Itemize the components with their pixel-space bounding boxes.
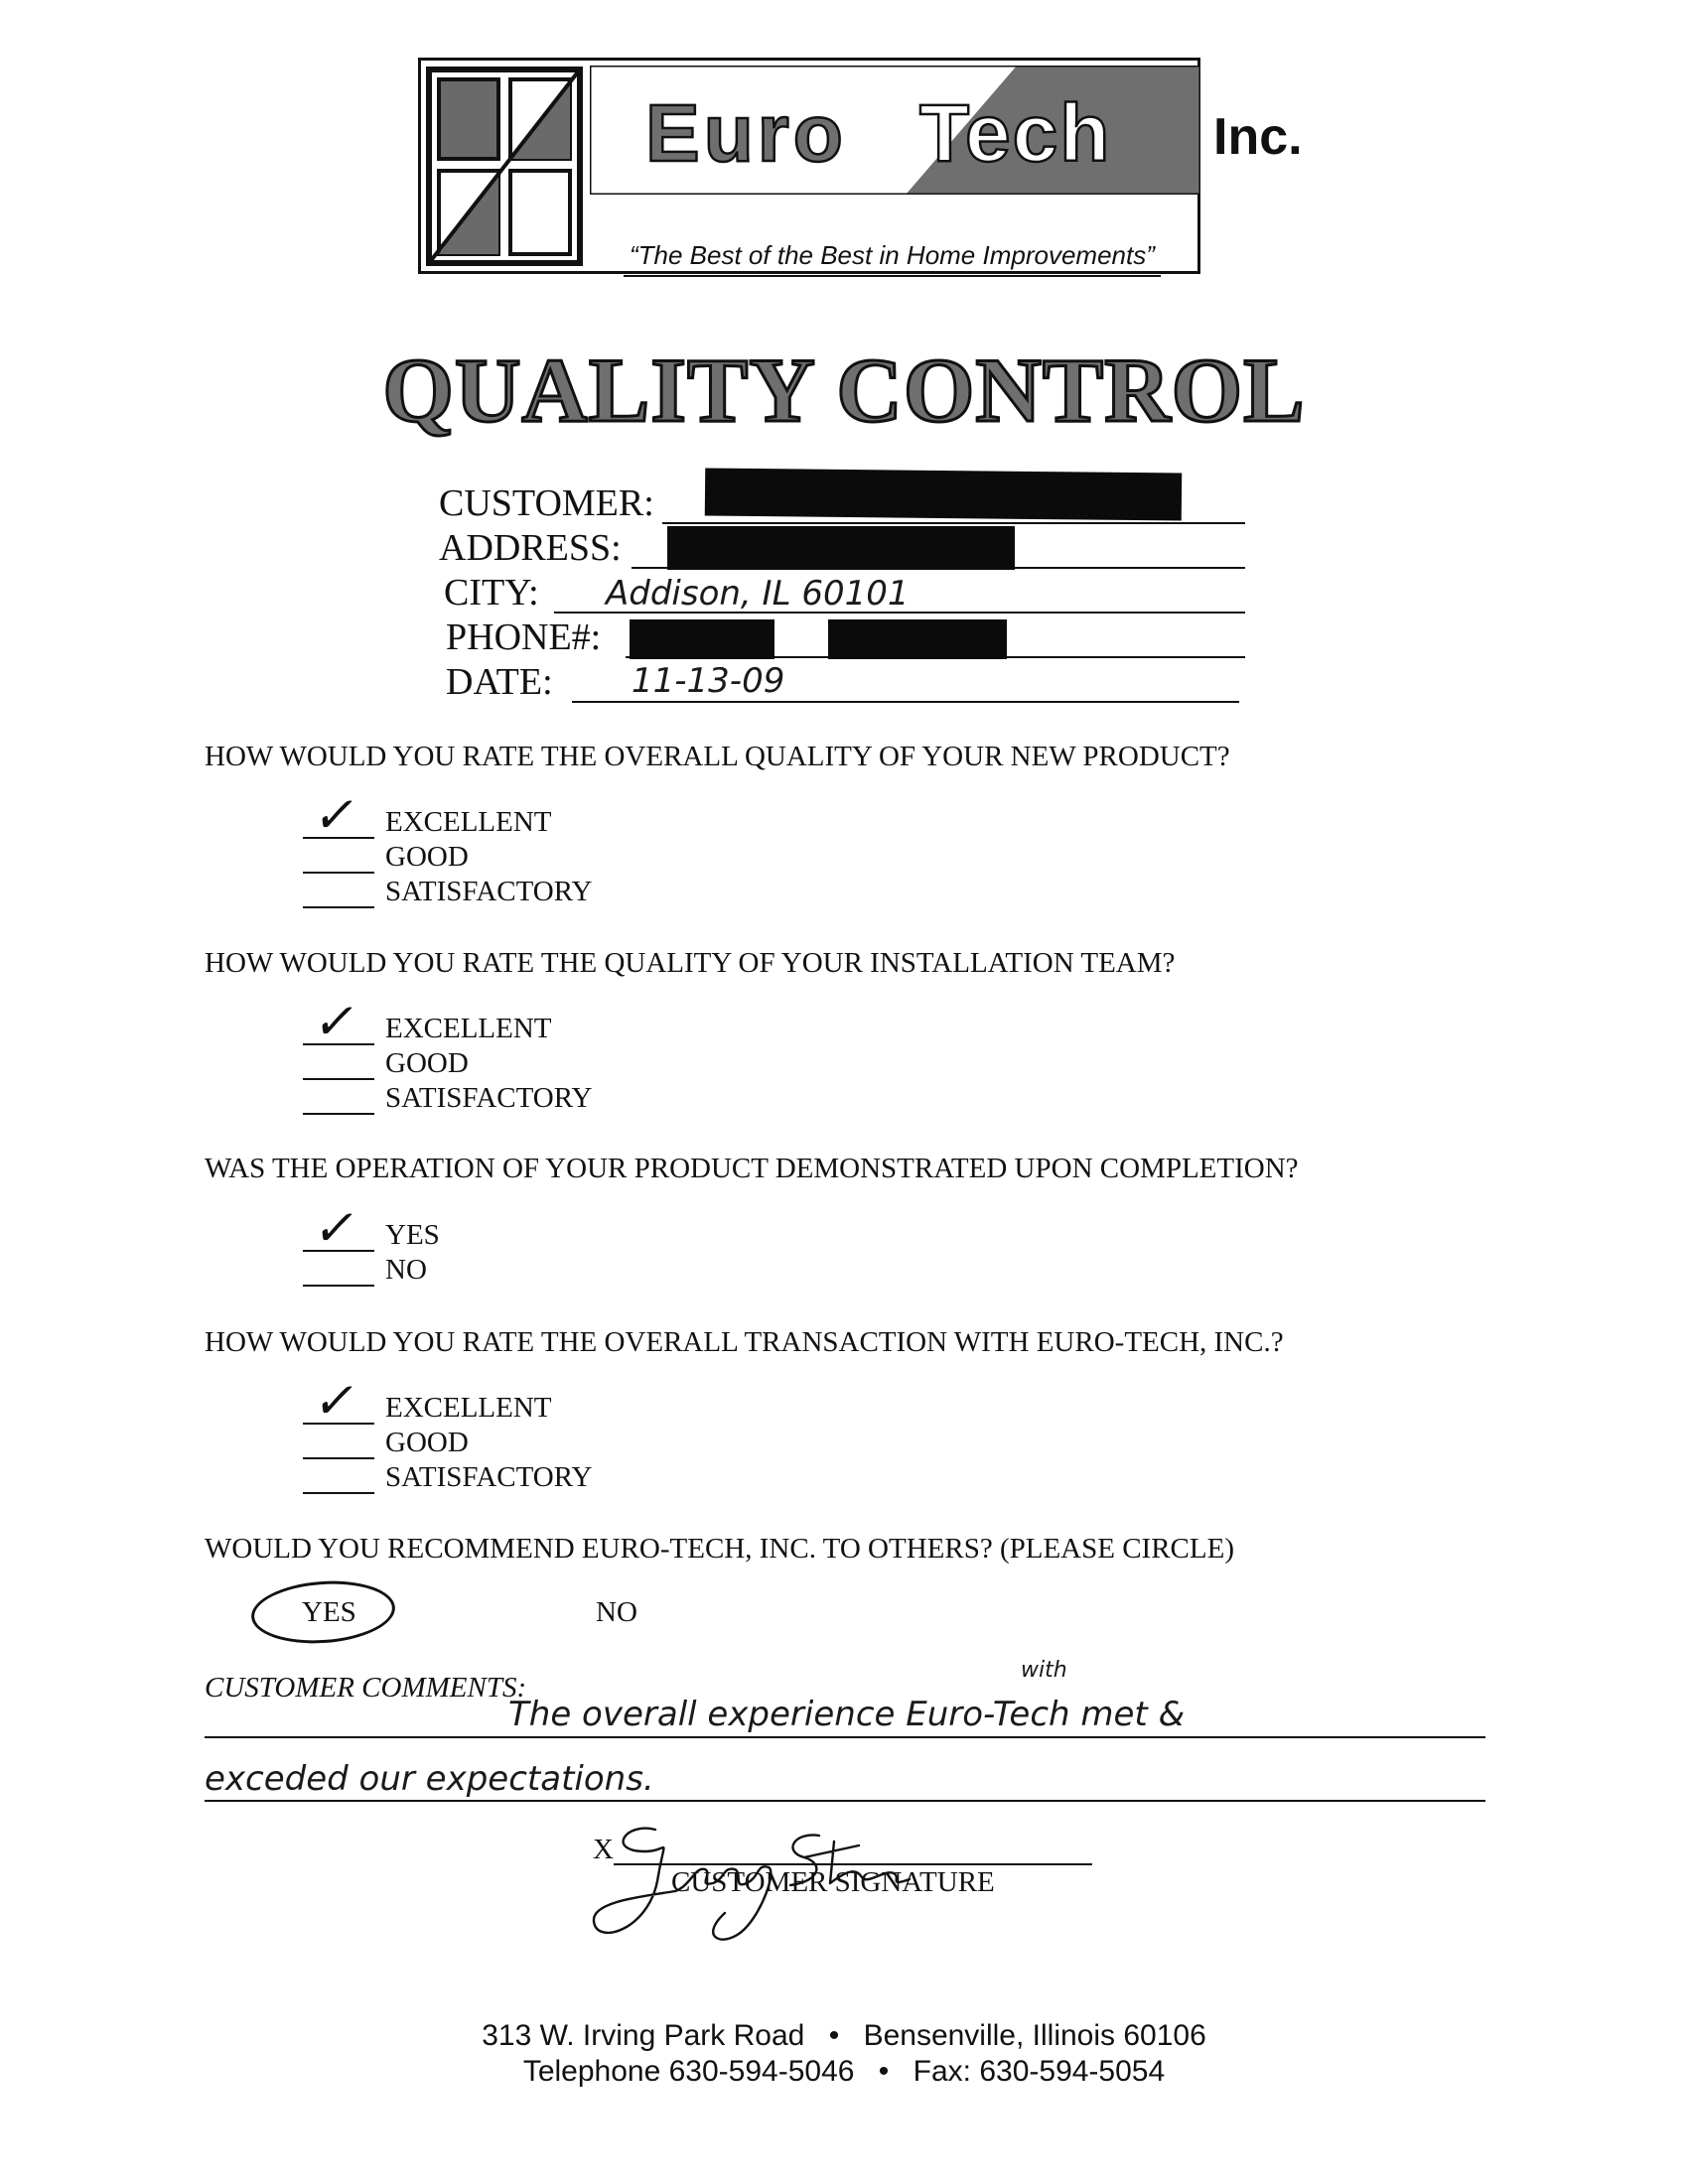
page-title: QUALITY CONTROL xyxy=(382,340,1306,441)
option-yes: YES xyxy=(385,1219,440,1251)
question-recommend: WOULD YOU RECOMMEND EURO-TECH, INC. TO OTHERS? (PLEASE CIRCLE) xyxy=(205,1533,1234,1565)
footer-contact-row xyxy=(0,2055,1688,2089)
option-no: NO xyxy=(385,1254,427,1286)
customer-redaction xyxy=(705,468,1182,520)
phone-redaction-1 xyxy=(630,619,774,659)
option-satisfactory: SATISFACTORY xyxy=(385,1461,593,1493)
question-installation-team: HOW WOULD YOU RATE THE QUALITY OF YOUR INSTALLATION TEAM? xyxy=(205,947,1176,979)
footer-bullet: • xyxy=(828,2019,840,2052)
logo-tagline: “The Best of the Best in Home Improvements” xyxy=(624,240,1161,277)
logo-inc: Inc. xyxy=(1213,108,1303,166)
signature-x: X xyxy=(593,1834,614,1865)
question-operation-demonstrated: WAS THE OPERATION OF YOUR PRODUCT DEMONSTRATED UPON COMPLETION? xyxy=(205,1153,1299,1184)
footer-bullet: • xyxy=(878,2055,890,2088)
option-blank[interactable] xyxy=(303,906,374,908)
option-blank[interactable] xyxy=(303,1285,374,1287)
option-excellent: EXCELLENT xyxy=(385,1392,552,1424)
footer-fax: Fax: 630-594-5054 xyxy=(913,2055,1166,2088)
footer-address: 313 W. Irving Park Road xyxy=(482,2019,805,2052)
checkmark-icon: ✓ xyxy=(309,786,364,844)
comment-insert: with xyxy=(1021,1658,1067,1683)
question-overall-transaction: HOW WOULD YOU RATE THE OVERALL TRANSACTION WITH EURO-TECH, INC.? xyxy=(205,1326,1284,1358)
option-blank[interactable] xyxy=(303,872,374,874)
footer-address-row xyxy=(0,2019,1688,2053)
option-blank[interactable] xyxy=(303,1043,374,1045)
address-label: ADDRESS: xyxy=(439,527,622,569)
question-overall-quality: HOW WOULD YOU RATE THE OVERALL QUALITY OF YOUR NEW PRODUCT? xyxy=(205,741,1230,772)
option-blank[interactable] xyxy=(303,837,374,839)
window-logo-icon xyxy=(425,66,584,267)
recommend-no[interactable]: NO xyxy=(596,1596,637,1628)
signature-label: CUSTOMER SIGNATURE xyxy=(671,1866,995,1898)
city-label: CITY: xyxy=(444,572,539,614)
logo-word-left: Euro xyxy=(645,88,847,179)
option-good: GOOD xyxy=(385,841,469,873)
comment-line-1: The overall experience Euro-Tech met & xyxy=(508,1695,1186,1734)
phone-redaction-2 xyxy=(828,619,1007,659)
option-blank[interactable] xyxy=(303,1457,374,1459)
option-satisfactory: SATISFACTORY xyxy=(385,876,593,907)
option-excellent: EXCELLENT xyxy=(385,806,552,838)
comment-line-2: exceded our expectations. xyxy=(205,1759,654,1799)
comments-label: CUSTOMER COMMENTS: xyxy=(205,1672,527,1704)
address-redaction xyxy=(667,526,1015,570)
recommend-yes[interactable]: YES xyxy=(302,1596,356,1628)
option-good: GOOD xyxy=(385,1427,469,1458)
logo-word-right: Tech xyxy=(919,88,1112,179)
checkmark-icon: ✓ xyxy=(309,1199,364,1257)
logo-wordmark-band xyxy=(590,66,1200,195)
customer-label: CUSTOMER: xyxy=(439,482,654,524)
option-excellent: EXCELLENT xyxy=(385,1013,552,1044)
option-blank[interactable] xyxy=(303,1492,374,1494)
customer-line xyxy=(662,522,1245,524)
checkmark-icon: ✓ xyxy=(309,1372,364,1430)
footer-city: Bensenville, Illinois 60106 xyxy=(863,2019,1206,2052)
option-blank[interactable] xyxy=(303,1078,374,1080)
phone-label: PHONE#: xyxy=(446,616,602,658)
option-blank[interactable] xyxy=(303,1250,374,1252)
option-blank[interactable] xyxy=(303,1423,374,1425)
option-good: GOOD xyxy=(385,1047,469,1079)
date-label: DATE: xyxy=(446,661,553,703)
comment-rule-1 xyxy=(205,1736,1485,1738)
date-line xyxy=(572,701,1239,703)
comment-rule-2 xyxy=(205,1800,1485,1802)
date-value: 11-13-09 xyxy=(632,661,785,701)
city-value: Addison, IL 60101 xyxy=(606,574,910,614)
checkmark-icon: ✓ xyxy=(309,993,364,1050)
footer-telephone: Telephone 630-594-5046 xyxy=(522,2055,855,2088)
option-satisfactory: SATISFACTORY xyxy=(385,1082,593,1114)
option-blank[interactable] xyxy=(303,1113,374,1115)
